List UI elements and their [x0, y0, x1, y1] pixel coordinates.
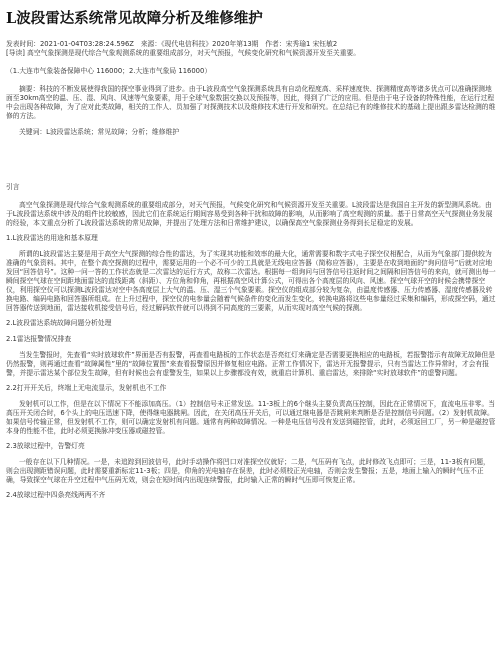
intro-heading: 引言 [6, 183, 20, 191]
publish-info: 发表时间：2021-01-04T03:28:24.596Z 来源：《现代电信科技》2020年第13期 作者：宋秀瑜1 宋钰敏2 [6, 40, 338, 48]
section-2-4-heading: 2.4放球过程中四条亮线两两不齐 [6, 491, 106, 499]
abstract: 摘要：科技的不断发展使得我国的探空事业得到了进步。由于L波段高空气象探测系统具有自动化程度高、采样速度快、探测精度高等诸多优点可以准确探测地面至30km高空的温、压、湿、风向、风速等气象要素，用于全球气象数据交换以及预报等，因此，得到了广泛的应用。但是由于电子设备的特殊性能，在运行过程中会出现各种故障，为了应对此类故障，相关的工作人、员加强了对探测技术以及维修技术进行开发和研究。在总结已有的维修技术的基础上提出跟多雷达检测的维修的方法。 [6, 85, 496, 120]
section-2-3-heading: 2.3放球过程中，告警灯亮 [6, 442, 85, 450]
section-2-3-paragraph: 一般存在以下几种情况。一是，未追踪到回波信号，此时手动操作将凹口对准探空仪就好；二是，气压码有飞点，此时修改飞点即可；三是，11-3板有问题，则会出现测距错误问题，此时需要重新标定11-3板；四是，仰角的光电轴存在误差，此时必须校正光电轴，否则会发生警报；五是，地面上输入的瞬时气压不正确，导致探空气球在升空过程中气压码无效，则会在短时间内出现连续警报，此时输入正常的瞬时气压即可恢复正常。 [6, 458, 490, 484]
article-title: L波段雷达系统常见故障分析及维修维护 [6, 10, 263, 27]
section-2-1-paragraph: 当发生警报时，先查看“实时放球软件”界面是否有报警，再查看电路板的工作状态是否亮红灯来确定是否需要更换相应的电路板，若报警指示有故障无故障但是仍然报警，则再通过查看“故障属性”里的“故障位置图”来查看报警原因并修复相应电路。正常工作情况下，雷达开无报警提示，只有当雷达工作异常时，才会有报警，并提示雷达某个部位发生故障，但有时候也会有虚警发生，如果以上步骤都没有效，就重启计算机、重启雷达，来排除“实时放球软件”的虚警问题。 [6, 351, 496, 377]
section-2-heading: 2.L波段雷达系统故障问题分析处理 [6, 319, 112, 327]
keywords: 关键词：L波段雷达系统；常见故障；分析；维修维护 [19, 128, 180, 136]
section-2-2-paragraph: 发射机可以工作，但是在以下情况下不能添加高压。（1）控制信号未正常发送。11-3板上的6个继头主要负责高压控制，因此在正常情况下，直流电压非零。当高压开关闭合时，6个头上的电压迅速下降，使得继电器跳闸。因此，在关闭高压开关后，可以通过继电器是否跳闸来判断是否是控制信号问题。（2）发射机故障。如果信号传输正常，但发射机不工作，则可以确定发射机有问题。通常有两种故障情况。一种是电压信号没有发送到磁控管，此时，必须返回工厂，另一种是磁控管本身的性能不佳，此时必须更换脉冲变压器或磁控管。 [6, 400, 496, 435]
guide-text: [导读] 高空气象探测是现代综合气象观测系统的重要组成部分，对天气预报，气候变化研究和气候资源开发至关重要。 [6, 49, 361, 57]
section-2-2-heading: 2.2打开开关后，终端上无电流显示，发射机也不工作 [6, 384, 167, 392]
intro-paragraph: 高空气象探测是现代综合气象观测系统的重要组成部分，对天气预报，气候变化研究和气候资源开发至关重要。L波段雷达是我国自主开发的新型测风系统。由于L波段雷达系统中涉及的组件比较敏感，因此它们在系统运行期间容易受到各种干扰和故障的影响，从而影响了高空观测的质量。基于日常高空天气探测业务发展的经验，本文重点分析了L波段雷达系统的常见故障，并提出了处理方法和日常维护建议，以确保高空气象探测业务得到长足稳定的发展。 [6, 201, 493, 227]
section-1-heading: 1.L波段雷达的用途和基本原理 [6, 234, 98, 242]
section-spacer [6, 137, 496, 173]
author-affiliation: （1.大连市气象装备保障中心 116000；2.大连市气象局 116000） [6, 67, 212, 75]
section-2-1-heading: 2.1雷达报警情况排查 [6, 335, 72, 343]
section-1-paragraph: 所谓的L波段雷达主要是用于高空大气探测的综合性的雷达，为了实现其功能和效率的最大化，通常需要和数字式电子探空仪相配合，从而为气象部门提供较为准确的气象资料。其中，在整个高空探测的过程中，需要运用的一个必不可少的工具就是无线电应答器（简称应答器），主要是在收到地面的“询问信号”后就对应地发回“回答信号”。这种一问一答的工作状态就是二次雷达的运行方式，故称二次雷达。根据每一组询问与回答信号往返时间之间隔和回答信号的来向，就可测出每一瞬间探空气球在空间距地面雷达的直线距离（斜距）、方位角和仰角，再根据高空风计算公式，可得出各个高度层的风向、风速。探空气球开空的时候会携带探空仪，利用探空仪可以探测L波段雷达对空中各高度层上大气的温、压、湿三个气象要素。探空仪的组成部分较为复杂，由温度传感器、压力传感器、湿度传感器及转换电路、编码电路和回答器所组成。在上升过程中，探空仪的电参量会随着气候条件的变化而发生变化，转换电路将这些电参量经过采集和编码，形成探空码，通过回答器传送到地面，雷达接收机接受信号后，经过解码软件就可以得到不同高度的三要素，从而实现对高空气候的探测。 [6, 250, 496, 312]
